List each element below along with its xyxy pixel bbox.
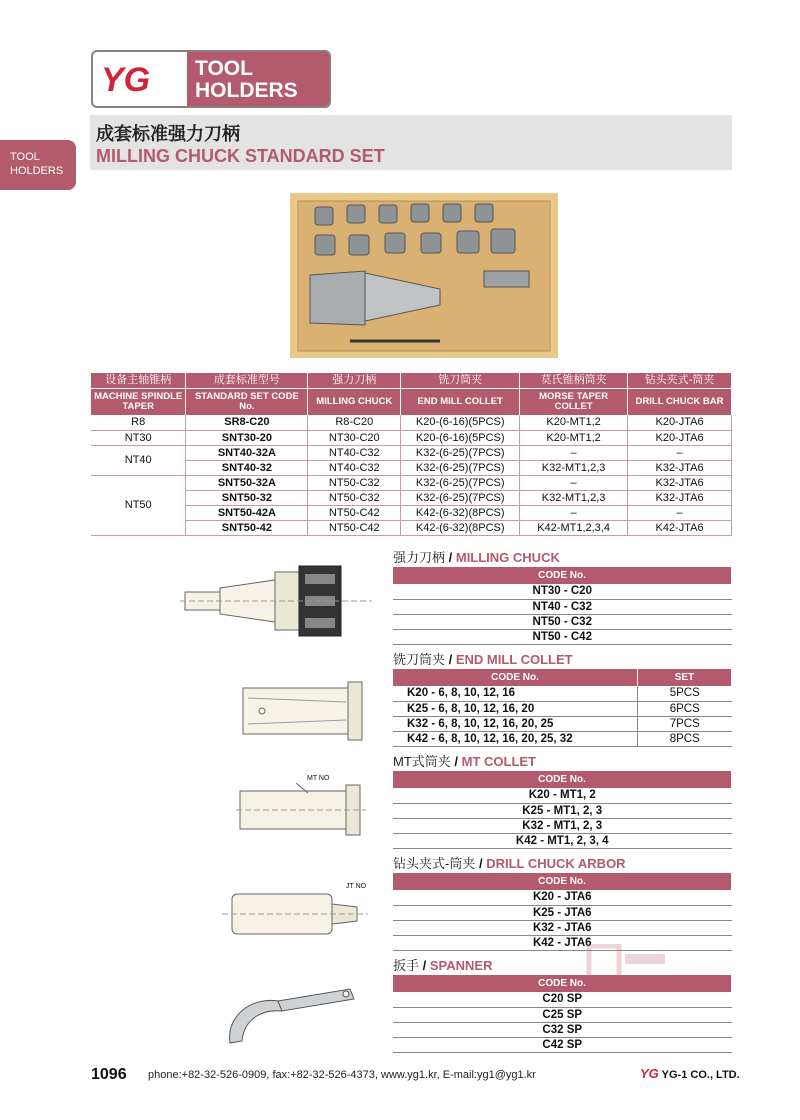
col-code: CODE No. — [393, 669, 638, 686]
table-row — [91, 490, 732, 505]
collet-cell: K32-(6-25)(7PCS) — [401, 490, 520, 505]
collet-cell: K32-(6-25)(7PCS) — [401, 460, 520, 475]
code-cell: SNT40-32 — [186, 460, 308, 475]
drill-chuck-arbor-table — [393, 873, 732, 951]
chuck-cell: NT50-C42 — [308, 505, 401, 520]
table-row — [91, 460, 732, 475]
spanner-table — [393, 975, 732, 1053]
list-item: K20 - MT1, 2 — [393, 788, 732, 803]
list-item: NT50 - C42 — [393, 629, 732, 644]
spanner-heading: 扳手 / SPANNER — [393, 958, 493, 973]
table-row — [91, 415, 732, 430]
code-cell: SNT50-32 — [186, 490, 308, 505]
morse-cell: – — [520, 505, 628, 520]
morse-cell: K20-MT1,2 — [520, 430, 628, 445]
col-code: CODE No. — [393, 975, 732, 992]
table-row — [91, 520, 732, 535]
drill-cell: – — [628, 505, 732, 520]
table-row — [91, 430, 732, 445]
standard-set-table — [91, 373, 732, 536]
chuck-cell: NT50-C42 — [308, 520, 401, 535]
list-item: K20 - JTA6 — [393, 890, 732, 905]
morse-cell: K42-MT1,2,3,4 — [520, 520, 628, 535]
taper-cell: NT40 — [91, 445, 186, 475]
heading-en: MILLING CHUCK — [455, 550, 560, 565]
collet-cell: K32-(6-25)(7PCS) — [401, 475, 520, 490]
taper-cell: NT30 — [91, 430, 186, 445]
spanner-drawing — [222, 985, 362, 1047]
th-en-3: MILLING CHUCK — [308, 388, 401, 415]
heading-en: MT COLLET — [461, 754, 537, 769]
milling-chuck-table — [393, 567, 732, 645]
taper-cell: R8 — [91, 415, 186, 430]
product-set-image — [290, 193, 558, 358]
list-item: K32 - MT1, 2, 3 — [393, 818, 732, 833]
heading-cn: MT式筒夹 — [393, 754, 451, 769]
list-item: K42 - JTA6 — [393, 935, 732, 950]
side-tab[interactable] — [0, 140, 76, 190]
heading-cn: 强力刀柄 — [393, 550, 446, 565]
set-count: 6PCS — [638, 701, 732, 716]
list-item: K42 - 6, 8, 10, 12, 16, 20, 25, 32 — [393, 731, 638, 746]
list-item: C42 SP — [393, 1037, 732, 1052]
drill-cell: K42-JTA6 — [628, 520, 732, 535]
drill-chuck-arbor-heading: 钻头夹式-筒夹 / DRILL CHUCK ARBOR — [393, 856, 626, 871]
code-cell: SR8-C20 — [186, 415, 308, 430]
yg-logo — [99, 60, 183, 98]
list-item: C32 SP — [393, 1022, 732, 1037]
list-item: NT30 - C20 — [393, 584, 732, 599]
collet-cell: K42-(6-32)(8PCS) — [401, 505, 520, 520]
set-count: 5PCS — [638, 686, 732, 701]
svg-text:YG: YG — [101, 61, 151, 98]
heading-en: END MILL COLLET — [455, 652, 573, 667]
th-en-1: MACHINE SPINDLE TAPER — [91, 388, 186, 415]
code-cell: SNT50-42 — [186, 520, 308, 535]
morse-cell: – — [520, 445, 628, 460]
list-item: K42 - MT1, 2, 3, 4 — [393, 833, 732, 848]
list-item: K20 - 6, 8, 10, 12, 16 — [393, 686, 638, 701]
set-count: 7PCS — [638, 716, 732, 731]
morse-cell: K32-MT1,2,3 — [520, 460, 628, 475]
col-code: CODE No. — [393, 567, 732, 584]
drill-cell: K20-JTA6 — [628, 430, 732, 445]
morse-cell: – — [520, 475, 628, 490]
list-item: C25 SP — [393, 1007, 732, 1022]
collet-cell: K32-(6-25)(7PCS) — [401, 445, 520, 460]
code-cell: SNT30-20 — [186, 430, 308, 445]
code-cell: SNT40-32A — [186, 445, 308, 460]
page-number: 1096 — [91, 1066, 127, 1083]
list-item: K25 - JTA6 — [393, 905, 732, 920]
collet-cell: K42-(6-32)(8PCS) — [401, 520, 520, 535]
mt-collet-drawing — [236, 783, 368, 837]
drill-cell: K32-JTA6 — [628, 490, 732, 505]
milling-chuck-heading: 强力刀柄 / MILLING CHUCK — [393, 550, 560, 565]
chuck-cell: R8-C20 — [308, 415, 401, 430]
chuck-cell: NT50-C32 — [308, 475, 401, 490]
list-item: NT40 - C32 — [393, 599, 732, 614]
code-cell: SNT50-42A — [186, 505, 308, 520]
footer-brand-logo: YG — [640, 1066, 659, 1081]
list-item: K25 - MT1, 2, 3 — [393, 803, 732, 818]
chuck-cell: NT30-C20 — [308, 430, 401, 445]
chuck-cell: NT50-C32 — [308, 490, 401, 505]
col-code: CODE No. — [393, 873, 732, 890]
th-en-2: STANDARD SET CODE No. — [186, 388, 308, 415]
th-cn-6: 钻头夹式-筒夹 — [628, 373, 732, 388]
drill-cell: K32-JTA6 — [628, 475, 732, 490]
heading-en: SPANNER — [429, 958, 493, 973]
taper-cell: NT50 — [91, 475, 186, 535]
page-title-cn: 成套标准强力刀柄 — [96, 124, 240, 144]
list-item: K25 - 6, 8, 10, 12, 16, 20 — [393, 701, 638, 716]
drill-cell: K20-JTA6 — [628, 415, 732, 430]
contact-info: phone:+82-32-526-0909, fax:+82-32-526-4373, www.yg1.kr, E-mail:yg1@yg1.kr — [148, 1069, 536, 1081]
list-item: C20 SP — [393, 992, 732, 1007]
morse-cell: K32-MT1,2,3 — [520, 490, 628, 505]
heading-en: DRILL CHUCK ARBOR — [486, 856, 626, 871]
morse-cell: K20-MT1,2 — [520, 415, 628, 430]
th-en-5: MORSE TAPER COLLET — [520, 388, 628, 415]
section-title-badge — [187, 52, 331, 106]
collet-cell: K20-(6-16)(5PCS) — [401, 415, 520, 430]
col-code: CODE No. — [393, 771, 732, 788]
heading-cn: 扳手 — [393, 958, 420, 973]
code-cell: SNT50-32A — [186, 475, 308, 490]
th-cn-1: 设备主轴锥柄 — [91, 373, 186, 388]
collet-cell: K20-(6-16)(5PCS) — [401, 430, 520, 445]
footer-company — [640, 1066, 740, 1081]
chuck-cell: NT40-C32 — [308, 445, 401, 460]
end-mill-collet-table — [393, 669, 732, 747]
heading-cn: 铣刀筒夹 — [393, 652, 446, 667]
th-cn-2: 成套标准型号 — [186, 373, 308, 388]
side-tab-line1: TOOL — [10, 151, 40, 163]
table-row — [91, 445, 732, 460]
th-cn-4: 铣刀筒夹 — [401, 373, 520, 388]
set-count: 8PCS — [638, 731, 732, 746]
table-row — [91, 505, 732, 520]
th-cn-3: 强力刀柄 — [308, 373, 401, 388]
th-en-4: END MILL COLLET — [401, 388, 520, 415]
list-item: NT50 - C32 — [393, 614, 732, 629]
col-set: SET — [638, 669, 732, 686]
mt-collet-table — [393, 771, 732, 849]
mt-collet-heading: MT式筒夹 / MT COLLET — [393, 754, 537, 769]
list-item: K32 - 6, 8, 10, 12, 16, 20, 25 — [393, 716, 638, 731]
th-en-6: DRILL CHUCK BAR — [628, 388, 732, 415]
th-cn-5: 莫氏锥柄筒夹 — [520, 373, 628, 388]
title-line1: TOOL — [195, 57, 253, 80]
table-row — [91, 475, 732, 490]
brand-badge — [91, 50, 331, 108]
drill-chuck-arbor-drawing — [222, 890, 370, 938]
jt-no-label: JT NO — [346, 883, 367, 890]
end-mill-collet-drawing — [238, 680, 368, 742]
heading-cn: 钻头夹式-筒夹 — [393, 856, 476, 871]
mt-no-label: MT NO — [307, 775, 330, 782]
drill-cell: – — [628, 445, 732, 460]
chuck-cell: NT40-C32 — [308, 460, 401, 475]
title-line2: HOLDERS — [195, 79, 298, 102]
milling-chuck-drawing — [180, 562, 375, 642]
list-item: K32 - JTA6 — [393, 920, 732, 935]
side-tab-line2: HOLDERS — [10, 165, 64, 177]
end-mill-collet-heading: 铣刀筒夹 / END MILL COLLET — [393, 652, 573, 667]
drill-cell: K32-JTA6 — [628, 460, 732, 475]
company-name: YG-1 CO., LTD. — [661, 1069, 740, 1081]
watermark-logo — [585, 944, 670, 1004]
page-title-en: MILLING CHUCK STANDARD SET — [96, 146, 385, 166]
